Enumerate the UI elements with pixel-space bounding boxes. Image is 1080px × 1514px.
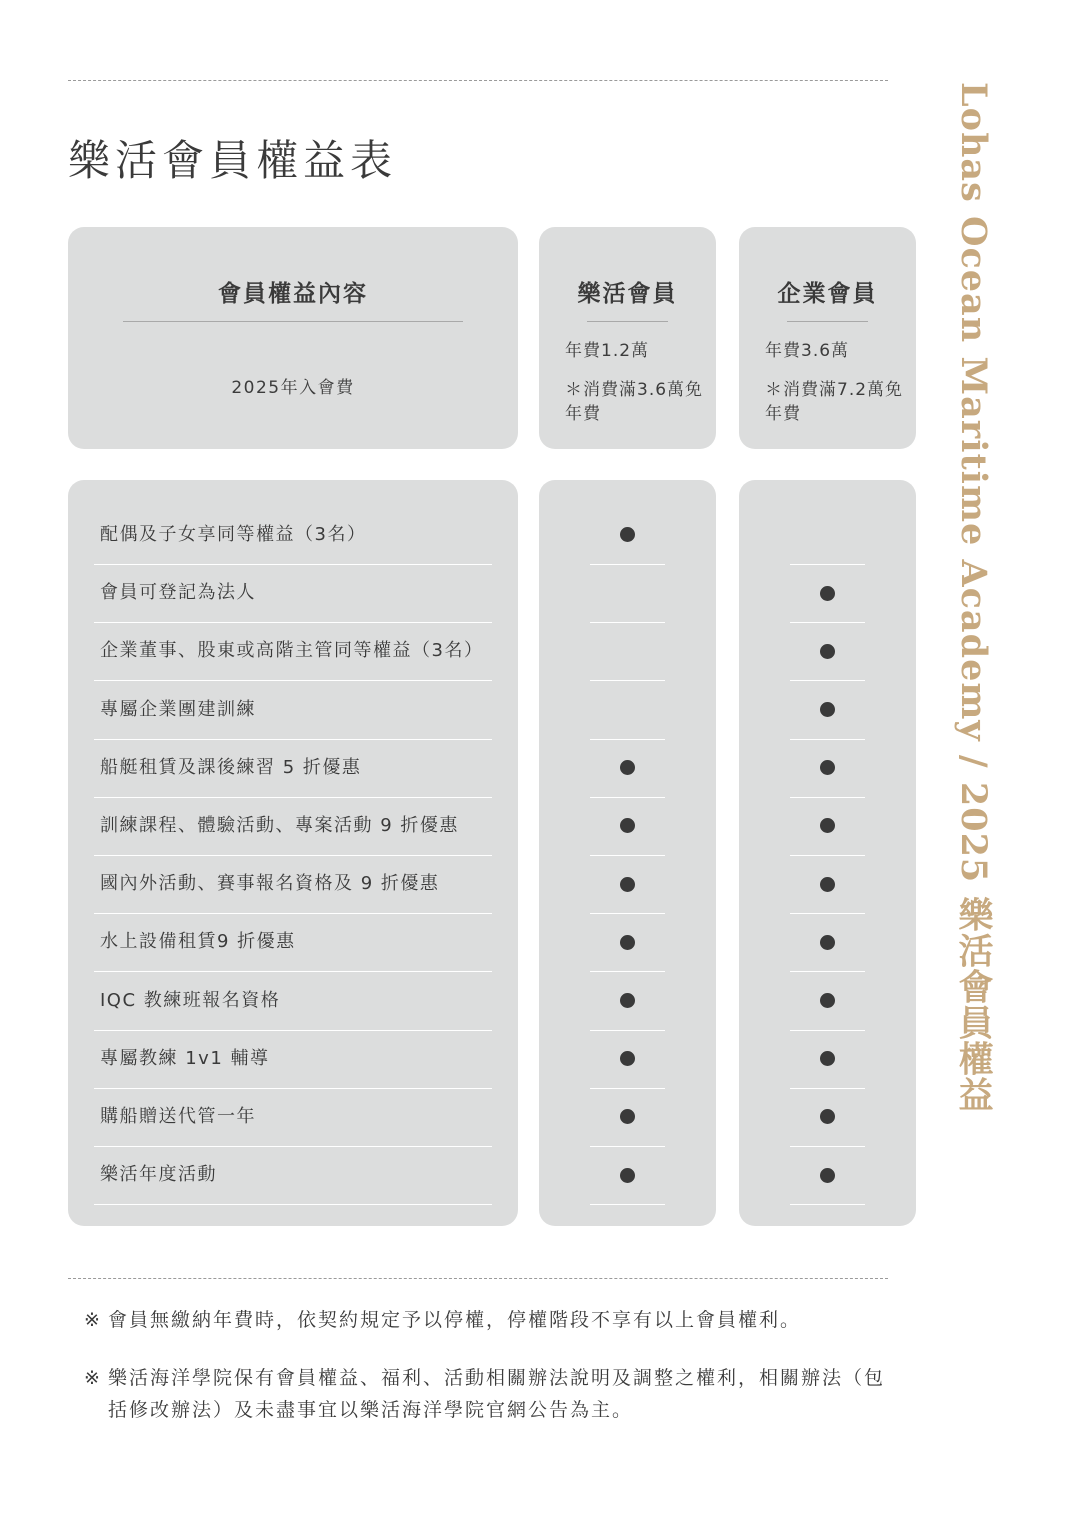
included-dot-icon	[620, 760, 635, 775]
included-dot-icon	[820, 702, 835, 717]
included-dot-icon	[820, 935, 835, 950]
included-dot-icon	[820, 877, 835, 892]
corporate-cell	[790, 623, 865, 681]
benefit-row	[94, 682, 492, 740]
included-dot-icon	[620, 1168, 635, 1183]
lohas-member-column	[539, 480, 716, 1226]
corporate-cell	[790, 798, 865, 856]
header-card-benefits	[68, 227, 518, 449]
footnote-1-text: 會員無繳納年費時，依契約規定予以停權，停權階段不享有以上會員權利。	[108, 1309, 802, 1331]
benefit-row	[94, 1147, 492, 1205]
included-dot-icon	[620, 935, 635, 950]
included-dot-icon	[820, 1051, 835, 1066]
plan-waiver-lohas-text: ＊消費滿3.6萬免年費	[565, 380, 704, 424]
footnote-1	[84, 1304, 801, 1336]
benefit-label: 水上設備租賃9 折優惠	[100, 931, 296, 953]
lohas-cell	[590, 973, 665, 1031]
header-divider	[123, 321, 463, 322]
plan-title-lohas: 樂活會員	[577, 281, 678, 307]
corporate-cell	[790, 507, 865, 565]
corporate-cell	[790, 565, 865, 623]
benefit-row	[94, 973, 492, 1031]
benefit-row	[94, 623, 492, 681]
included-dot-icon	[820, 1109, 835, 1124]
benefit-label: 國內外活動、賽事報名資格及 9 折優惠	[100, 873, 440, 895]
reference-mark: ※	[84, 1309, 102, 1331]
included-dot-icon	[820, 760, 835, 775]
footnote-2	[84, 1362, 904, 1426]
benefit-row	[94, 856, 492, 914]
corporate-cell	[790, 856, 865, 914]
corporate-cell	[790, 740, 865, 798]
header-card-corporate-member	[739, 227, 916, 449]
included-dot-icon	[620, 1051, 635, 1066]
benefit-row	[94, 798, 492, 856]
benefit-label: 會員可登記為法人	[100, 582, 256, 604]
included-dot-icon	[820, 1168, 835, 1183]
benefit-label: 訓練課程、體驗活動、專案活動 9 折優惠	[100, 815, 459, 836]
lohas-cell	[590, 1147, 665, 1205]
included-dot-icon	[620, 993, 635, 1008]
included-dot-icon	[620, 1109, 635, 1124]
benefit-label: 購船贈送代管一年	[100, 1106, 256, 1127]
benefit-label: 船艇租賃及課後練習 5 折優惠	[100, 756, 362, 778]
included-dot-icon	[820, 993, 835, 1008]
header-divider	[787, 321, 868, 322]
benefit-label: 配偶及子女享同等權益（3名）	[100, 524, 367, 545]
benefit-row	[94, 507, 492, 565]
corporate-cell	[790, 1031, 865, 1089]
included-dot-icon	[620, 818, 635, 833]
plan-title-corporate: 企業會員	[777, 281, 878, 307]
benefit-label: 專屬教練 1v1 輔導	[100, 1047, 270, 1069]
lohas-cell	[590, 1089, 665, 1147]
plan-waiver-lohas	[565, 378, 705, 426]
plan-fee-lohas: 年費1.2萬	[565, 341, 650, 361]
benefit-label: IQC 教練班報名資格	[100, 989, 281, 1011]
reference-mark: ※	[84, 1367, 102, 1389]
benefit-row	[94, 1031, 492, 1089]
lohas-cell	[590, 682, 665, 740]
benefit-row	[94, 740, 492, 798]
benefit-label: 企業董事、股東或高階主管同等權益（3名）	[100, 640, 484, 662]
lohas-cell	[590, 798, 665, 856]
included-dot-icon	[620, 527, 635, 542]
included-dot-icon	[820, 818, 835, 833]
header-card-lohas-member	[539, 227, 716, 449]
header-divider	[587, 321, 668, 322]
benefit-row	[94, 914, 492, 972]
lohas-cell	[590, 856, 665, 914]
top-divider	[68, 80, 888, 81]
included-dot-icon	[820, 644, 835, 659]
benefit-label: 樂活年度活動	[100, 1164, 217, 1186]
plan-fee-corporate: 年費3.6萬	[765, 341, 850, 361]
lohas-cell	[590, 565, 665, 623]
benefit-row	[94, 565, 492, 623]
included-dot-icon	[620, 877, 635, 892]
lohas-cell	[590, 507, 665, 565]
side-vertical-title: Lohas Ocean Maritime Academy / 2025 樂活會員權益	[953, 82, 994, 1113]
entry-fee-label: 2025年入會費	[231, 378, 355, 398]
page-title: 樂活會員權益表	[68, 136, 398, 185]
bottom-divider	[68, 1278, 888, 1279]
benefit-label: 專屬企業團建訓練	[100, 698, 256, 720]
corporate-cell	[790, 1147, 865, 1205]
lohas-cell	[590, 1031, 665, 1089]
benefits-list-card	[68, 480, 518, 1226]
lohas-cell	[590, 740, 665, 798]
lohas-cell	[590, 623, 665, 681]
footnote-2-text: 樂活海洋學院保有會員權益、福利、活動相關辦法說明及調整之權利，相關辦法（包括修改辦法）及未盡事宜以樂活海洋學院官網公告為主。	[108, 1367, 886, 1421]
corporate-cell	[790, 914, 865, 972]
corporate-member-column	[739, 480, 916, 1226]
corporate-cell	[790, 973, 865, 1031]
corporate-cell	[790, 1089, 865, 1147]
benefit-row	[94, 1089, 492, 1147]
plan-waiver-corporate	[765, 378, 905, 426]
benefits-column-title: 會員權益內容	[218, 281, 368, 307]
corporate-cell	[790, 682, 865, 740]
plan-waiver-corporate-text: ＊消費滿7.2萬免年費	[765, 380, 904, 424]
lohas-cell	[590, 914, 665, 972]
included-dot-icon	[820, 586, 835, 601]
